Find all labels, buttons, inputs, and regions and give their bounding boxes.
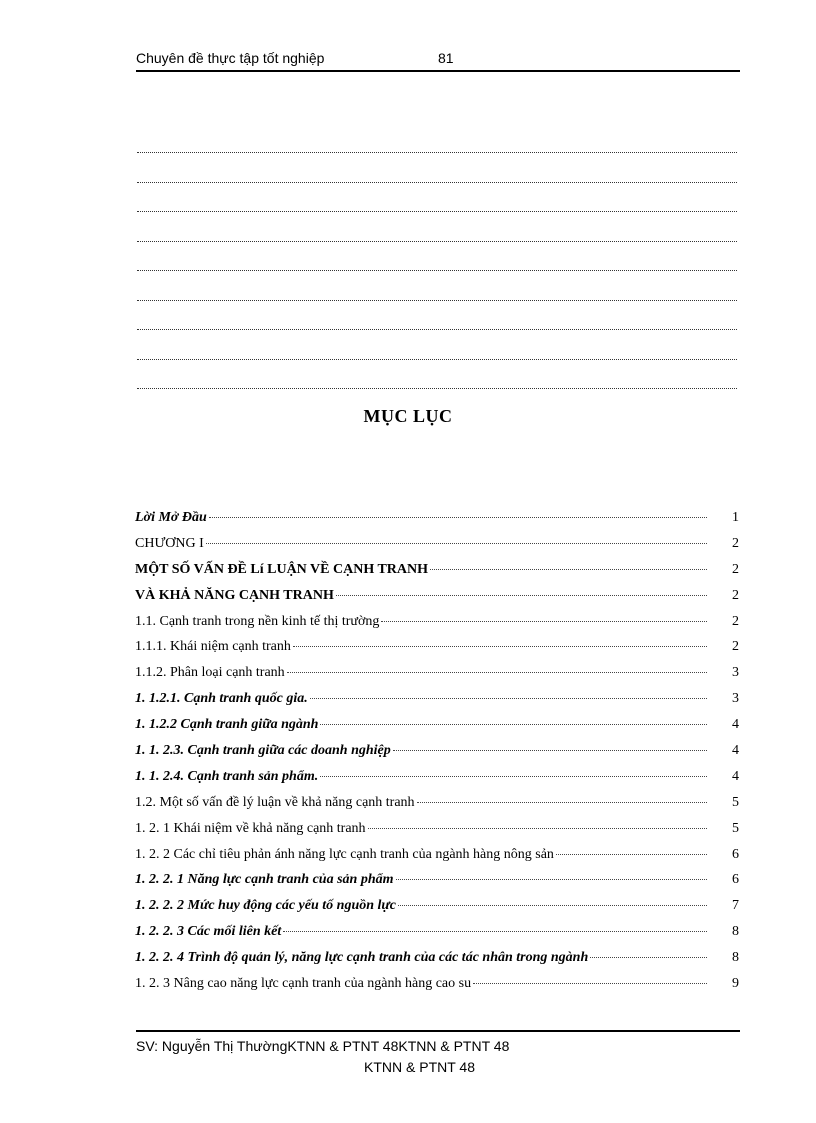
- toc-entry[interactable]: [135, 950, 739, 976]
- table-of-contents: [135, 510, 739, 1002]
- toc-leader-dots: [473, 983, 707, 984]
- toc-leader-dots: [283, 931, 707, 932]
- toc-entry-page: 2: [732, 587, 739, 603]
- toc-entry-title: 1.1.1. Khái niệm cạnh tranh: [135, 639, 291, 655]
- toc-leader-dots: [556, 854, 707, 855]
- toc-entry-page: 5: [732, 794, 739, 810]
- toc-entry-page: 4: [732, 717, 739, 733]
- blank-dotted-lines: [137, 152, 737, 418]
- toc-entry[interactable]: [135, 898, 739, 924]
- toc-entry-title: Lời Mở Đầu: [135, 510, 207, 525]
- toc-entry-title: 1. 1. 2.3. Cạnh tranh giữa các doanh nghiệp: [135, 743, 391, 759]
- toc-entry-title: 1. 1. 2.4. Cạnh tranh sản phẩm.: [135, 768, 319, 784]
- toc-entry-title: 1. 2. 2. 2 Mức huy động các yếu tố nguồn lực: [135, 898, 397, 914]
- toc-leader-dots: [368, 828, 707, 829]
- toc-entry-page: 2: [732, 613, 739, 629]
- toc-entry-title: 1. 2. 2. 4 Trình độ quản lý, năng lực cạnh tranh của các tác nhân trong ngành: [135, 950, 589, 966]
- toc-entry-title: MỘT SỐ VẤN ĐỀ Lí LUẬN VỀ CẠNH TRANH: [135, 561, 429, 577]
- toc-entry[interactable]: [135, 614, 739, 640]
- toc-entry-page: 5: [732, 820, 739, 836]
- toc-entry-page: 2: [732, 561, 739, 577]
- toc-entry-page: 1: [732, 510, 739, 525]
- header-title: Chuyên đề thực tập tốt nghiệp: [136, 50, 325, 66]
- dotted-line: [137, 329, 737, 330]
- toc-leader-dots: [320, 776, 707, 777]
- toc-entry-title: VÀ KHẢ NĂNG CẠNH TRANH: [135, 587, 334, 603]
- dotted-line: [137, 300, 737, 301]
- toc-entry[interactable]: [135, 769, 739, 795]
- toc-leader-dots: [393, 750, 707, 751]
- toc-entry[interactable]: [135, 821, 739, 847]
- toc-entry-page: 6: [732, 846, 739, 862]
- dotted-line: [137, 359, 737, 360]
- toc-heading: MỤC LỤC: [363, 406, 453, 426]
- toc-leader-dots: [209, 517, 707, 518]
- toc-entry-page: 8: [732, 950, 739, 966]
- toc-entry-title: 1.2. Một số vấn đề lý luận về khả năng cạnh tranh: [135, 794, 415, 810]
- toc-entry[interactable]: [135, 847, 739, 873]
- toc-entry-title: 1.1. Cạnh tranh trong nền kinh tế thị trường: [135, 613, 380, 629]
- toc-entry-title: 1. 2. 3 Nâng cao năng lực cạnh tranh của ngành hàng cao su: [135, 976, 472, 992]
- footer-author: SV: Nguyễn Thị ThườngKTNN & PTNT 48KTNN & PTNT 48: [136, 1038, 510, 1054]
- toc-entry[interactable]: [135, 691, 739, 717]
- toc-entry-title: 1. 1.2.2 Cạnh tranh giữa ngành: [135, 717, 319, 733]
- toc-entry-page: 3: [732, 691, 739, 707]
- toc-leader-dots: [590, 957, 707, 958]
- toc-entry[interactable]: [135, 743, 739, 769]
- dotted-line: [137, 388, 737, 389]
- toc-leader-dots: [430, 569, 707, 570]
- dotted-line: [137, 211, 737, 212]
- toc-leader-dots: [310, 698, 707, 699]
- page-footer: [136, 1030, 740, 1075]
- toc-entry[interactable]: [135, 924, 739, 950]
- toc-entry-title: 1. 1.2.1. Cạnh tranh quốc gia.: [135, 691, 308, 707]
- header-page-number: 81: [438, 50, 454, 66]
- toc-entry-page: 8: [732, 924, 739, 940]
- toc-entry-page: 3: [732, 665, 739, 681]
- dotted-line: [137, 270, 737, 271]
- toc-entry-page: 4: [732, 743, 739, 759]
- toc-leader-dots: [398, 905, 707, 906]
- toc-entry-title: CHƯƠNG I: [135, 535, 204, 551]
- toc-entry[interactable]: [135, 639, 739, 665]
- dotted-line: [137, 152, 737, 153]
- page-header: [136, 48, 740, 72]
- toc-entry-title: 1. 2. 2. 3 Các mối liên kết: [135, 924, 282, 940]
- toc-leader-dots: [336, 595, 707, 596]
- toc-entry[interactable]: [135, 562, 739, 588]
- toc-leader-dots: [293, 646, 707, 647]
- toc-entry[interactable]: [135, 976, 739, 1002]
- dotted-line: [137, 182, 737, 183]
- toc-leader-dots: [206, 543, 707, 544]
- dotted-line: [137, 241, 737, 242]
- toc-entry[interactable]: [135, 665, 739, 691]
- toc-entry[interactable]: [135, 872, 739, 898]
- toc-entry-page: 6: [732, 872, 739, 888]
- toc-entry-title: 1. 2. 2 Các chỉ tiêu phản ánh năng lực cạnh tranh của ngành hàng nông sản: [135, 846, 554, 862]
- toc-entry-page: 7: [732, 898, 739, 914]
- toc-entry-page: 2: [732, 535, 739, 551]
- toc-entry[interactable]: [135, 536, 739, 562]
- toc-entry-title: 1. 2. 2. 1 Năng lực cạnh tranh của sản phẩm: [135, 872, 394, 888]
- toc-entry-page: 2: [732, 639, 739, 655]
- toc-entry[interactable]: [135, 588, 739, 614]
- footer-class: KTNN & PTNT 48: [364, 1059, 475, 1075]
- toc-entry-title: 1.1.2. Phân loại cạnh tranh: [135, 665, 285, 681]
- toc-entry-title: 1. 2. 1 Khái niệm về khả năng cạnh tranh: [135, 820, 366, 836]
- toc-entry[interactable]: [135, 510, 739, 536]
- toc-entry-page: 4: [732, 768, 739, 784]
- toc-entry[interactable]: [135, 795, 739, 821]
- toc-leader-dots: [396, 879, 708, 880]
- toc-leader-dots: [381, 621, 707, 622]
- toc-entry[interactable]: [135, 717, 739, 743]
- toc-leader-dots: [320, 724, 707, 725]
- toc-entry-page: 9: [732, 976, 739, 992]
- toc-leader-dots: [287, 672, 707, 673]
- toc-leader-dots: [417, 802, 707, 803]
